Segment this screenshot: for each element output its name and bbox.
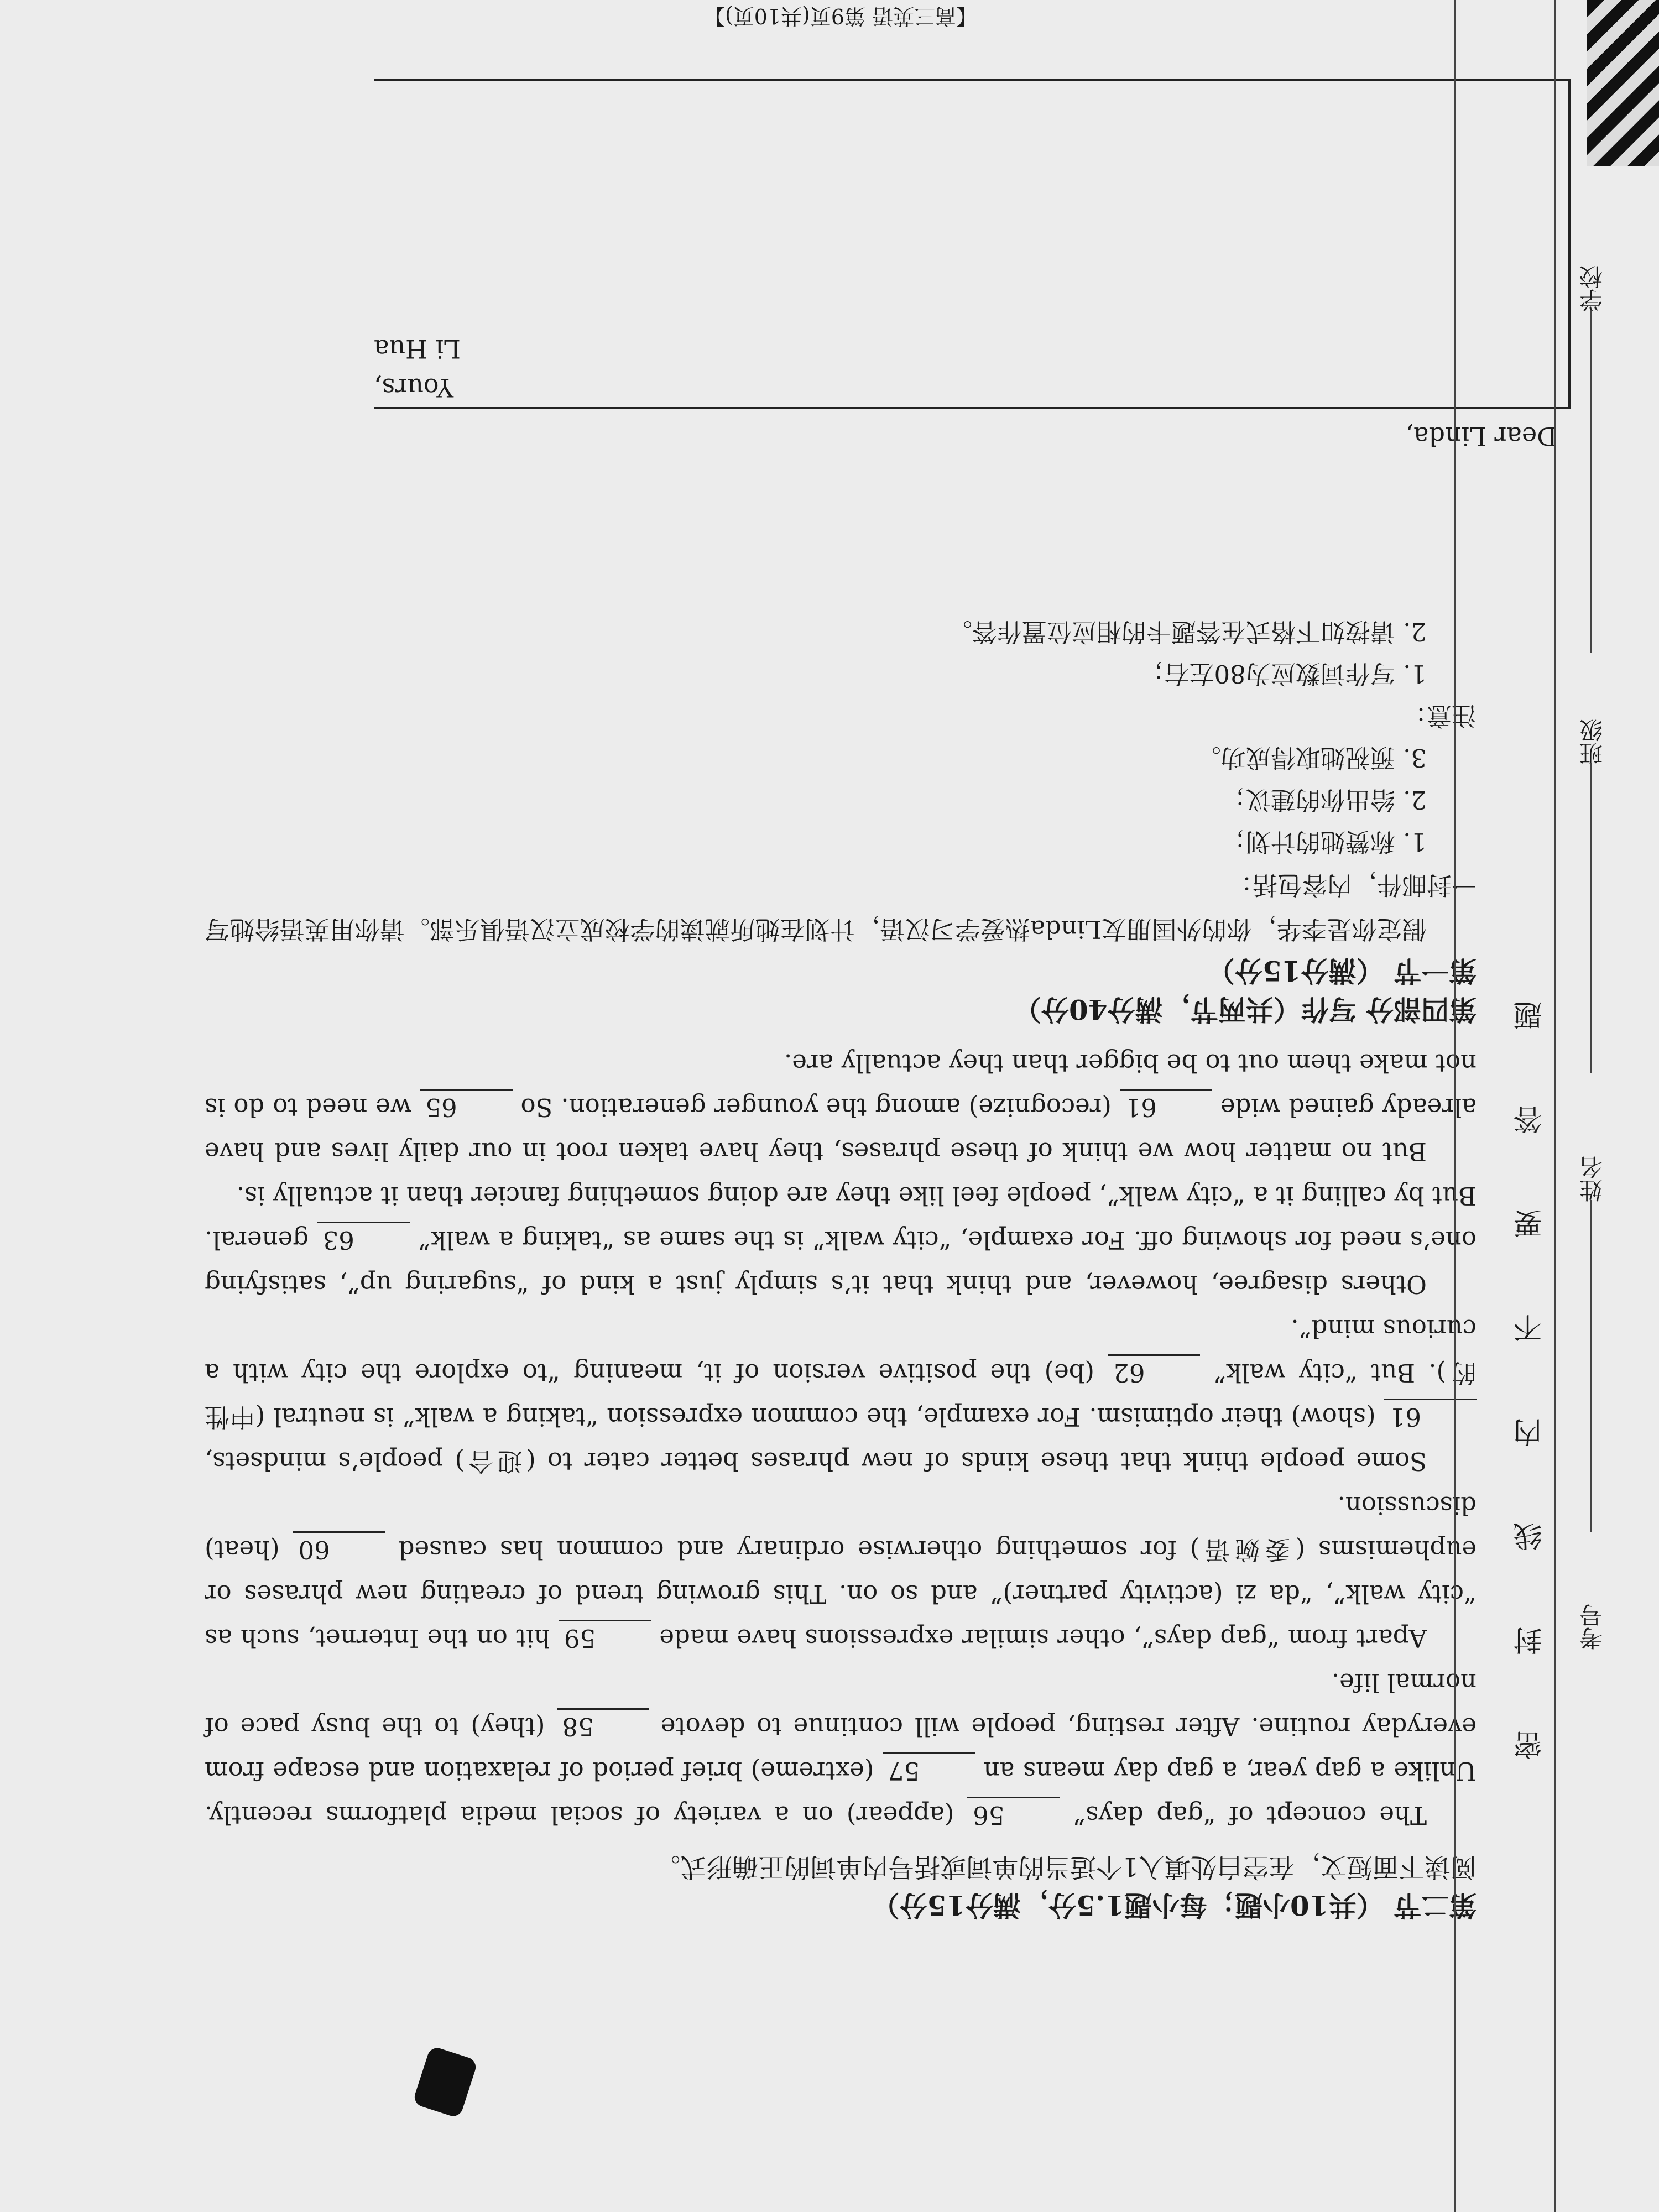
binding-margin — [1449, 0, 1653, 2212]
blank-58[interactable]: 58 — [557, 1708, 649, 1743]
section2-heading: 第二节 （共10小题；每小题1.5分，满分15分） — [872, 1889, 1477, 1922]
notes-title: 注意： — [1401, 701, 1477, 731]
blank-65[interactable]: 65 — [420, 1089, 512, 1124]
closing-yours: Yours, — [374, 373, 453, 403]
passage-paragraph-1 — [205, 1660, 1477, 1837]
text: (heat) discussion. — [205, 1491, 1477, 1564]
task-point-1: 1. 称赞她的计划； — [1220, 827, 1427, 857]
binding-line-inner — [1554, 0, 1556, 2212]
text: Some people think that these kinds of new phrases better cater to (迎合) people’s mindsets, — [205, 1447, 1427, 1476]
text: Others disagree, however, and think that it’s simply just a kind of “sugaring up”, satisfying one’s need for showing off. For example, “city walk” is the same as “taking a walk” — [205, 1225, 1477, 1299]
text: hit on the Internet, such as “city walk”, “da zi (activity partner)” and so on. This growing trend of creating new phrases or euphemisms (委婉语) for something otherwise ordinary and common has caused — [204, 1535, 1477, 1653]
exam-number-label: 考号 — [1579, 1604, 1606, 1650]
text: (they) to the busy pace of normal life. — [204, 1668, 1477, 1741]
blank-56[interactable]: 56 — [967, 1797, 1060, 1832]
passage-paragraph-3 — [205, 1306, 1477, 1483]
seal-line-text: 密 封 线 内 不 要 答 题 — [1514, 968, 1547, 1760]
page-footer: 【高三英语 第9页(共10页)】 — [703, 4, 978, 28]
blank-60[interactable]: 60 — [293, 1531, 385, 1566]
text: (be) the positive version of it, meaning “to explore the city with a curious mind”. — [205, 1314, 1477, 1387]
text: we need to do is not make them out to be bigger than they actually are. — [205, 1048, 1477, 1122]
blank-59[interactable]: 59 — [559, 1620, 651, 1655]
text: The concept of “gap days” — [1060, 1801, 1427, 1830]
school-label: 学校 — [1579, 265, 1606, 312]
text: (appear) on a variety of social media platforms recently. Unlike a gap year, a gap day means an — [205, 1756, 1477, 1830]
blank-57[interactable]: 57 — [883, 1752, 975, 1787]
task-point-3: 3. 预祝她取得成功。 — [1196, 743, 1427, 773]
blank-64[interactable]: 61 — [1120, 1089, 1212, 1124]
text: But no matter how we think of these phrases, they have taken root in our daily lives and have already gained wide — [205, 1093, 1477, 1166]
school-underline[interactable] — [1590, 310, 1592, 653]
edge-stripes — [1587, 0, 1659, 166]
passage-paragraph-5 — [205, 1041, 1477, 1173]
blank-62[interactable]: 62 — [1108, 1354, 1200, 1389]
name-label: 姓名 — [1579, 1156, 1606, 1202]
text: Apart from “gap days”, other similar expressions have made — [651, 1624, 1427, 1653]
letter-closing — [374, 330, 461, 407]
passage-paragraph-2 — [205, 1483, 1477, 1660]
name-underline[interactable] — [1590, 1200, 1592, 1532]
answer-box[interactable] — [374, 79, 1571, 451]
section4-heading: 第四部分 写作（共两节，满分40分） — [1014, 993, 1477, 1026]
section4-subheading: 第一节 （满分15分） — [1207, 954, 1477, 987]
class-label: 班级 — [1579, 719, 1606, 765]
text: (extreme) brief period of relaxation and escape from everyday routine. After resting, people will continue to devote — [205, 1712, 1477, 1786]
task-point-2: 2. 给出你的建议； — [1220, 785, 1427, 815]
blank-61[interactable]: 61 — [1384, 1399, 1477, 1433]
section2-instruction: 阅读下面短文，在空白处填入1个适当的单词或括号内单词的正确形式。 — [654, 1851, 1477, 1882]
passage-paragraph-4 — [205, 1173, 1477, 1306]
binding-line — [1454, 0, 1456, 2212]
letter-greeting: Dear Linda, — [1405, 421, 1557, 451]
text: (show) their optimism. For example, the common expression “taking a walk” is neutral (中性的). But “city walk” — [205, 1358, 1477, 1432]
note-2: 2. 请按如下格式在答题卡的相应位置作答。 — [947, 617, 1427, 646]
binder-clip — [412, 2046, 478, 2119]
closing-name: Li Hua — [374, 334, 461, 364]
blank-63[interactable]: 63 — [317, 1222, 410, 1256]
text: general. But by calling it a “city walk”, people feel like they are doing something fancier than it actually is. — [205, 1181, 1477, 1255]
text: (recognize) among the younger generation. So — [512, 1093, 1120, 1122]
note-1: 1. 写作词数应为80左右； — [1139, 659, 1427, 688]
writing-task: 假定你是李华，你的外国朋友Linda热爱学习汉语，计划在她所就读的学校成立汉语俱乐部。请你用英语给她写一封邮件，内容包括： — [205, 870, 1477, 944]
class-underline[interactable] — [1590, 763, 1592, 1073]
